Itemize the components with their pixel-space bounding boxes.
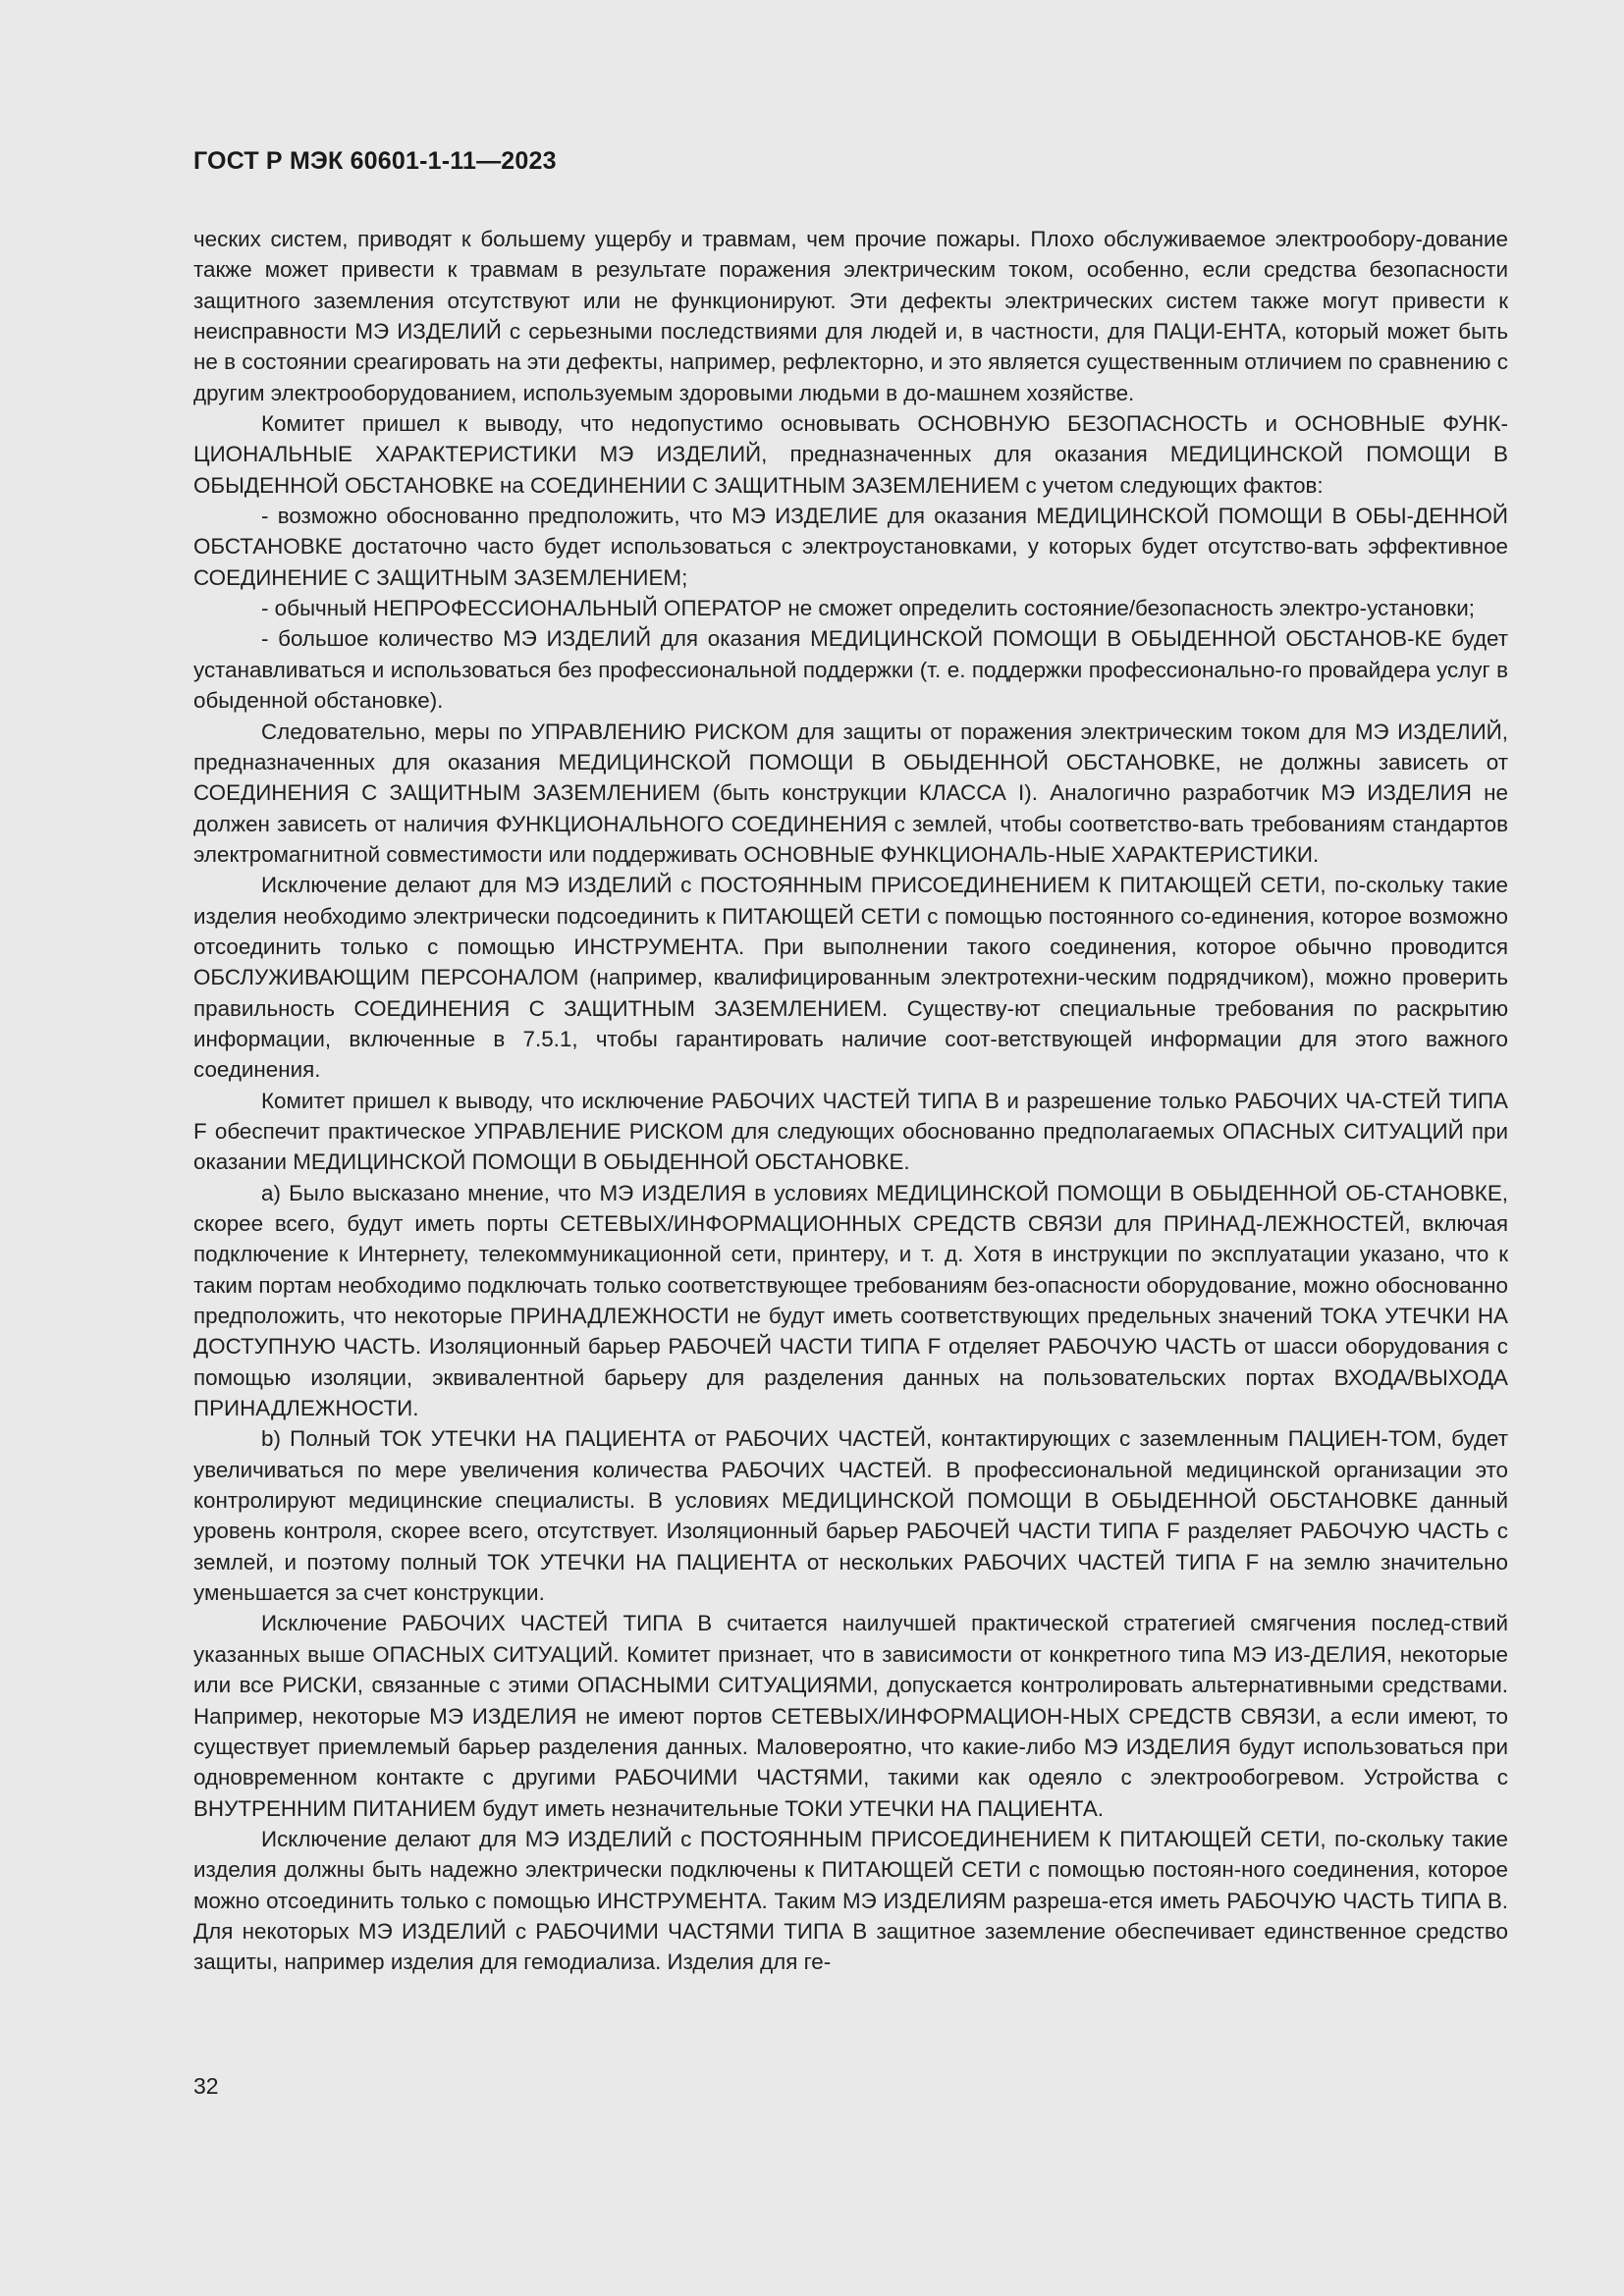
paragraph-item-b: b) Полный ТОК УТЕЧКИ НА ПАЦИЕНТА от РАБОЧИХ ЧАСТЕЙ, контактирующих с заземленным ПАЦИЕН-ТОМ, будет увеличиваться по мере увеличения количества РАБОЧИХ ЧАСТЕЙ. В профессиональной медицинской организации это контролируют медицинские специалисты. В условиях МЕДИЦИНСКОЙ ПОМОЩИ В ОБЫДЕННОЙ ОБСТАНОВКЕ данный уровень контроля, скорее всего, отсутствует. Изоляционный барьер РАБОЧЕЙ ЧАСТИ ТИПА F разделяет РАБОЧУЮ ЧАСТЬ с землей, и поэтому полный ТОК УТЕЧКИ НА ПАЦИЕНТА от нескольких РАБОЧИХ ЧАСТЕЙ ТИПА F на землю значительно уменьшается за счет конструкции. <box>193 1426 1508 1606</box>
paragraph-3: Следовательно, меры по УПРАВЛЕНИЮ РИСКОМ для защиты от поражения электрическим током для МЭ ИЗДЕЛИЙ, предназначенных для оказания МЕДИЦИНСКОЙ ПОМОЩИ В ОБЫДЕННОЙ ОБСТАНОВКЕ, не должны зависеть от СОЕДИНЕНИЯ С ЗАЩИТНЫМ ЗАЗЕМЛЕНИЕМ (быть конструкции КЛАССА I). Аналогично разработчик МЭ ИЗДЕЛИЯ не должен зависеть от наличия ФУНКЦИОНАЛЬНОГО СОЕДИНЕНИЯ с землей, чтобы соответство-вать требованиям стандартов электромагнитной совместимости или поддерживать ОСНОВНЫЕ ФУНКЦИОНАЛЬ-НЫЕ ХАРАКТЕРИСТИКИ. <box>193 719 1508 867</box>
paragraph-4: Исключение делают для МЭ ИЗДЕЛИЙ с ПОСТОЯННЫМ ПРИСОЕДИНЕНИЕМ К ПИТАЮЩЕЙ СЕТИ, по-скольку такие изделия необходимо электрически подсоединить к ПИТАЮЩЕЙ СЕТИ с помощью постоянного со-единения, которое возможно отсоединить только с помощью ИНСТРУМЕНТА. При выполнении такого соединения, которое обычно проводится ОБСЛУЖИВАЮЩИМ ПЕРСОНАЛОМ (например, квалифицированным электротехни-ческим подрядчиком), можно проверить правильность СОЕДИНЕНИЯ С ЗАЩИТНЫМ ЗАЗЕМЛЕНИЕМ. Существу-ют специальные требования по раскрытию информации, включенные в 7.5.1, чтобы гарантировать наличие соот-ветствующей информации для этого важного соединения. <box>193 873 1508 1083</box>
paragraph-5: Комитет пришел к выводу, что исключение РАБОЧИХ ЧАСТЕЙ ТИПА В и разрешение только РАБОЧИХ ЧА-СТЕЙ ТИПА F обеспечит практическое УПРАВЛЕНИЕ РИСКОМ для следующих обоснованно предполагаемых ОПАСНЫХ СИТУАЦИЙ при оказании МЕДИЦИНСКОЙ ПОМОЩИ В ОБЫДЕННОЙ ОБСТАНОВКЕ. <box>193 1088 1508 1175</box>
list-item-3: - большое количество МЭ ИЗДЕЛИЙ для оказания МЕДИЦИНСКОЙ ПОМОЩИ В ОБЫДЕННОЙ ОБСТАНОВ-КЕ будет устанавливаться и использоваться без профессиональной поддержки (т. е. поддержки профессионально-го провайдера услуг в обыденной обстановке). <box>193 626 1508 714</box>
paragraph-7: Исключение делают для МЭ ИЗДЕЛИЙ с ПОСТОЯННЫМ ПРИСОЕДИНЕНИЕМ К ПИТАЮЩЕЙ СЕТИ, по-скольку такие изделия должны быть надежно электрически подключены к ПИТАЮЩЕЙ СЕТИ с помощью постоян-ного соединения, которое можно отсоединить только с помощью ИНСТРУМЕНТА. Таким МЭ ИЗДЕЛИЯМ разреша-ется иметь РАБОЧУЮ ЧАСТЬ ТИПА В. Для некоторых МЭ ИЗДЕЛИЙ с РАБОЧИМИ ЧАСТЯМИ ТИПА В защитное заземление обеспечивает единственное средство защиты, например изделия для гемодиализа. Изделия для ге- <box>193 1826 1508 1975</box>
paragraph-item-a: a) Было высказано мнение, что МЭ ИЗДЕЛИЯ в условиях МЕДИЦИНСКОЙ ПОМОЩИ В ОБЫДЕННОЙ ОБ-СТАНОВКЕ, скорее всего, будут иметь порты СЕТЕВЫХ/ИНФОРМАЦИОННЫХ СРЕДСТВ СВЯЗИ для ПРИНАД-ЛЕЖНОСТЕЙ, включая подключение к Интернету, телекоммуникационной сети, принтеру, и т. д. Хотя в инструкции по эксплуатации указано, что к таким портам необходимо подключать только соответствующее требованиям без-опасности оборудование, можно обоснованно предположить, что некоторые ПРИНАДЛЕЖНОСТИ не будут иметь соответствующих предельных значений ТОКА УТЕЧКИ НА ДОСТУПНУЮ ЧАСТЬ. Изоляционный барьер РАБОЧЕЙ ЧАСТИ ТИПА F отделяет РАБОЧУЮ ЧАСТЬ от шасси оборудования с помощью изоляции, эквивалентной барьеру для разделения данных на пользовательских портах ВХОДА/ВЫХОДА ПРИНАДЛЕЖНОСТИ. <box>193 1180 1508 1421</box>
paragraph-6: Исключение РАБОЧИХ ЧАСТЕЙ ТИПА В считается наилучшей практической стратегией смягчения послед-ствий указанных выше ОПАСНЫХ СИТУАЦИЙ. Комитет признает, что в зависимости от конкретного типа МЭ ИЗ-ДЕЛИЯ, некоторые или все РИСКИ, связанные с этими ОПАСНЫМИ СИТУАЦИЯМИ, допускается контролировать альтернативными средствами. Например, некоторые МЭ ИЗДЕЛИЯ не имеют портов СЕТЕВЫХ/ИНФОРМАЦИОН-НЫХ СРЕДСТВ СВЯЗИ, а если имеют, то существует приемлемый барьер разделения данных. Маловероятно, что какие-либо МЭ ИЗДЕЛИЯ будут использоваться при одновременном контакте с другими РАБОЧИМИ ЧАСТЯМИ, такими как одеяло с электрообогревом. Устройства с ВНУТРЕННИМ ПИТАНИЕМ будут иметь незначительные ТОКИ УТЕЧКИ НА ПАЦИЕНТА. <box>193 1611 1508 1821</box>
list-item-1: - возможно обоснованно предположить, что МЭ ИЗДЕЛИЕ для оказания МЕДИЦИНСКОЙ ПОМОЩИ В ОБЫ-ДЕННОЙ ОБСТАНОВКЕ достаточно часто будет использоваться с электроустановками, у которых будет отсутство-вать эффективное СОЕДИНЕНИЕ С ЗАЩИТНЫМ ЗАЗЕМЛЕНИЕМ; <box>193 504 1508 590</box>
page-number: 32 <box>193 2073 219 2099</box>
paragraph-1: ческих систем, приводят к большему ущербу и травмам, чем прочие пожары. Плохо обслуживаемое электрообору-дование также может привести к травмам в результате поражения электрическим током, особенно, если средства безопасности защитного заземления отсутствуют или не функционируют. Эти дефекты электрических систем также могут привести к неисправности МЭ ИЗДЕЛИЙ с серьезными последствиями для людей и, в частности, для ПАЦИ-ЕНТА, который может быть не в состоянии среагировать на эти дефекты, например, рефлекторно, и это является существенным отличием по сравнению с другим электрооборудованием, используемым здоровыми людьми в до-машнем хозяйстве. <box>193 227 1508 405</box>
list-item-2: - обычный НЕПРОФЕССИОНАЛЬНЫЙ ОПЕРАТОР не сможет определить состояние/безопасность электро-установки; <box>261 596 1475 621</box>
document-body <box>193 224 1508 1978</box>
paragraph-2: Комитет пришел к выводу, что недопустимо основывать ОСНОВНУЮ БЕЗОПАСНОСТЬ и ОСНОВНЫЕ ФУНК-ЦИОНАЛЬНЫЕ ХАРАКТЕРИСТИКИ МЭ ИЗДЕЛИЙ, предназначенных для оказания МЕДИЦИНСКОЙ ПОМОЩИ В ОБЫДЕННОЙ ОБСТАНОВКЕ на СОЕДИНЕНИИ С ЗАЩИТНЫМ ЗАЗЕМЛЕНИЕМ с учетом следующих фактов: <box>193 411 1508 498</box>
document-header-title: ГОСТ Р МЭК 60601-1-11—2023 <box>193 147 557 175</box>
